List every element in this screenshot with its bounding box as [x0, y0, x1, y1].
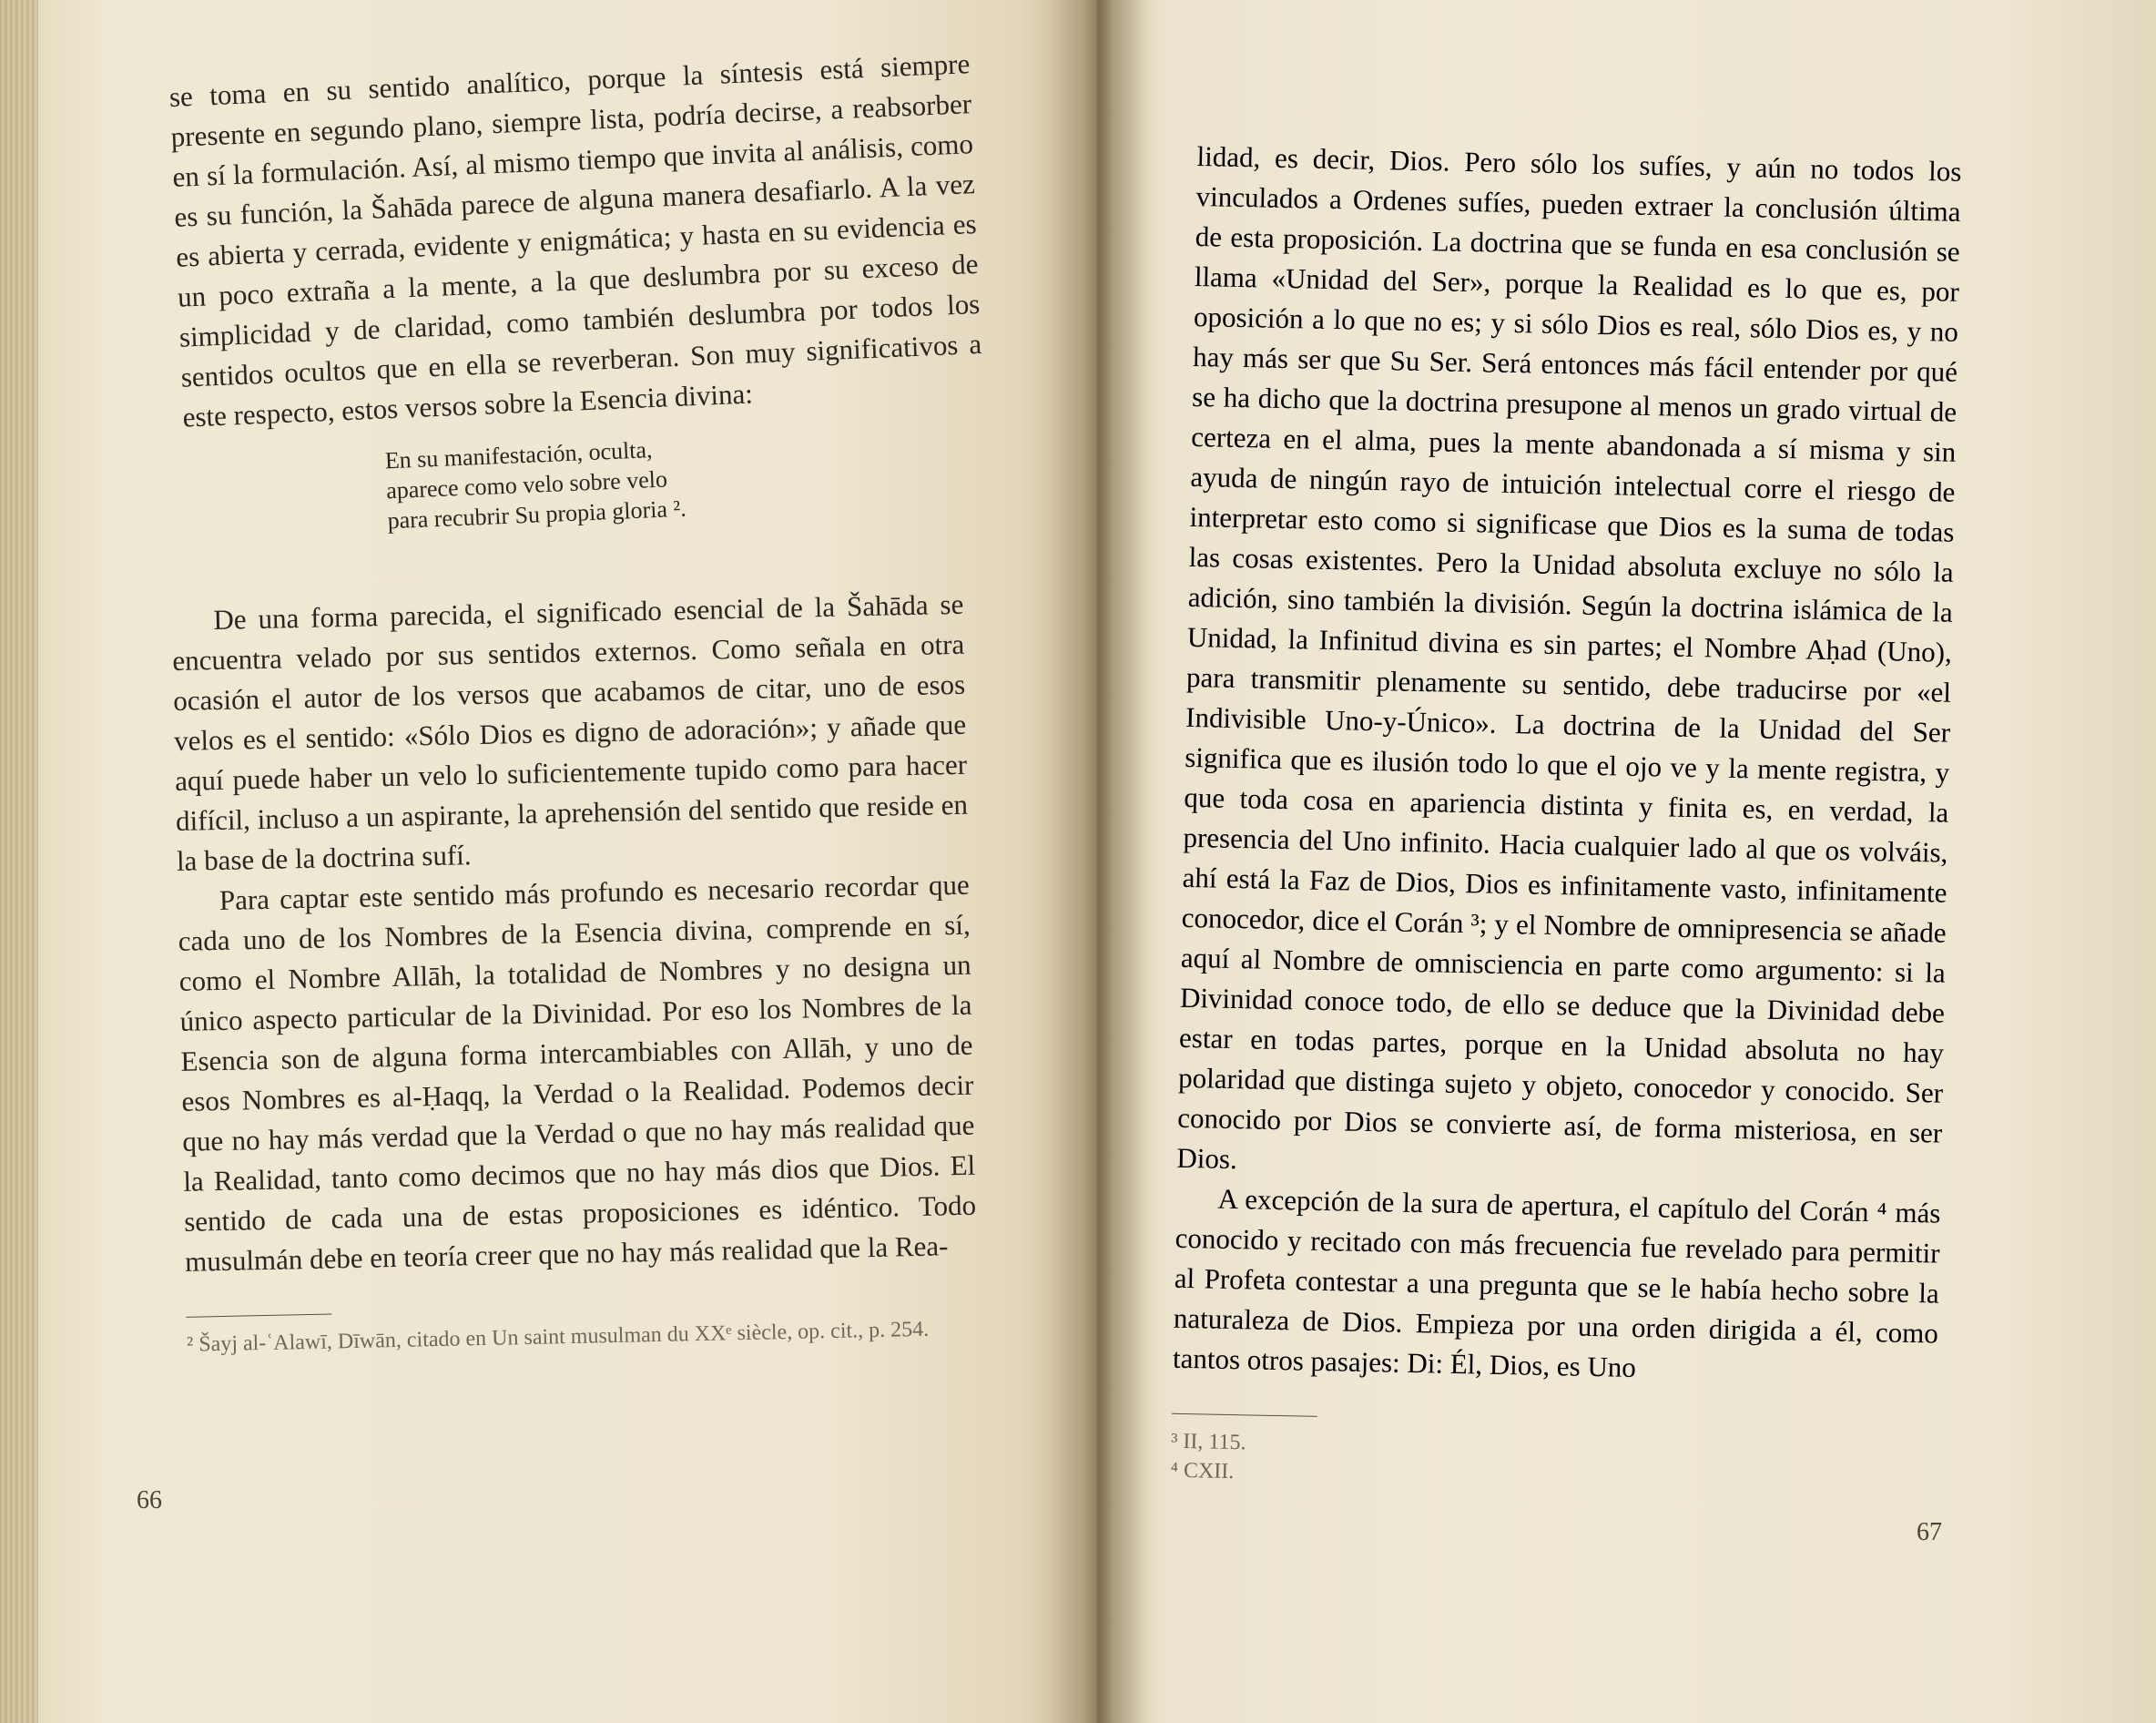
footnote-rule: [1172, 1413, 1317, 1417]
verse-line: para recubrir Su propia gloria ².: [386, 494, 687, 535]
page-number-left: 66: [137, 1486, 162, 1514]
left-text-top: [168, 44, 990, 564]
right-footnote: ⁴ CXII.: [1170, 1458, 1235, 1484]
right-text: [1170, 137, 1962, 1501]
left-paragraph-2: De una forma parecida, el significado esencial de la Šahāda se encuentra velado por sus sentidos externos. Como señala en otra ocasión el autor de los versos que acabamos de citar, uno de esos velos es el sentido: «Sólo Dios es digno de adoración»; y añade que aquí puede haber un velo lo suficientemente tupido como para hacer difícil, incluso a un aspirante, la aprehensión del sentido que reside en la base de la doctrina sufí.: [172, 587, 969, 877]
verse-line: aparece como velo sobre velo: [385, 465, 668, 505]
page-edges: [0, 0, 38, 1723]
page-number-right: 67: [1917, 1518, 1942, 1546]
right-paragraph-1: lidad, es decir, Dios. Pero sólo los sufíes, y aún no todos los vinculados a Ordenes sufíes, pueden extraer la conclusión última de esta proposición. La doctrina que se funda en esa conclusión se llama «Unidad del Ser», porque la Realidad es lo que es, por oposición a lo que no es; y si sólo Dios es real, sólo Dios es, y no hay más ser que Su Ser. Será entonces más fácil entender por qué se ha dicho que la doctrina presupone al menos un grado virtual de certeza en el alma, pues la mente abandonada a sí misma y sin ayuda de ningún rayo de intuición intelectual corre el riesgo de interpretar esto como si significase que Dios es la suma de todas las cosas existentes. Pero la Unidad absoluta excluye no sólo la adición, sino también la división. Según la doctrina islámica de la Unidad, la Infinitud divina es sin partes; el Nombre Aḥad (Uno), para transmitir plenamente su sentido, debe traducirse por «el Indivisible Uno-y-Único». La doctrina de la Unidad del Ser significa que es ilusión todo lo que el ojo ve y la mente registra, y que toda cosa en apariencia distinta y finita es, en verdad, la presencia del Uno infinito. Hacia cualquier lado al que os volváis, ahí está la Faz de Dios, Dios es infinitamente vasto, infinitamente conocedor, dice el Corán ³; y el Nombre de omnipresencia se añade aquí al Nombre de omnisciencia en parte como argumento: si la Divinidad conoce todo, de ello se deduce que la Divinidad debe estar en todas partes, porque en la Unidad absoluta no hay polaridad que distinga sujeto y objeto, conocedor y conocido. Ser conocido por Dios se convierte así, de forma misteriosa, en ser Dios.: [1176, 139, 1962, 1176]
left-paragraph-3: Para captar este sentido más profundo es necesario recordar que cada uno de los Nombres de la Esencia divina, comprende en sí, como el Nombre Allāh, la totalidad de Nombres y no designa un único aspecto particular de la Divinidad. Por eso los Nombres de la Esencia son de alguna forma intercambiables con Allāh, y uno de esos Nombres es al-Ḥaqq, la Verdad o la Realidad. Podemos decir que no hay más verdad que la Verdad o que no hay más realidad que la Realidad, tanto como decimos que no hay más dios que Dios. El sentido de cada una de estas proposiciones es idéntico. Todo musulmán debe en teoría creer que no hay más realidad que la Rea-: [178, 868, 977, 1278]
left-footnote: ² Šayj al-ʿAlawī, Dīwān, citado en Un saint musulman du XXᵉ siècle, op. cit., p. 254.: [186, 1317, 930, 1357]
left-paragraph-1: se toma en su sentido analítico, porque la síntesis está siempre presente en segundo plano, siempre lista, podría decirse, a reabsorber en sí la formulación. Así, al mismo tiempo que invita al análisis, como es su función, la Šahāda parece de alguna manera desafiarlo. A la vez es abierta y cerrada, evidente y enigmática; y hasta en su evidencia es un poco extraña a la mente, a la que deslumbra por su exceso de simplicidad y de claridad, como también deslumbra por todos los sentidos ocultos que en ella se reverberan. Son muy significativos a este respecto, estos versos sobre la Esencia divina:: [168, 47, 982, 433]
right-footnote: ³ II, 115.: [1170, 1429, 1246, 1455]
left-text-bottom: [171, 585, 979, 1360]
verse-block: [184, 421, 988, 545]
footnote-rule: [186, 1313, 331, 1317]
verse-line: En su manifestación, oculta,: [384, 436, 654, 474]
right-paragraph-2: A excepción de la sura de apertura, el capítulo del Corán ⁴ más conocido y recitado con más frecuencia fue revelado para permitir al Profeta contestar a una pregunta que se le había hecho sobre la naturaleza de Dios. Empieza por una orden dirigida a él, como tantos otros pasajes: Di: Él, Dios, es Uno: [1172, 1182, 1941, 1383]
